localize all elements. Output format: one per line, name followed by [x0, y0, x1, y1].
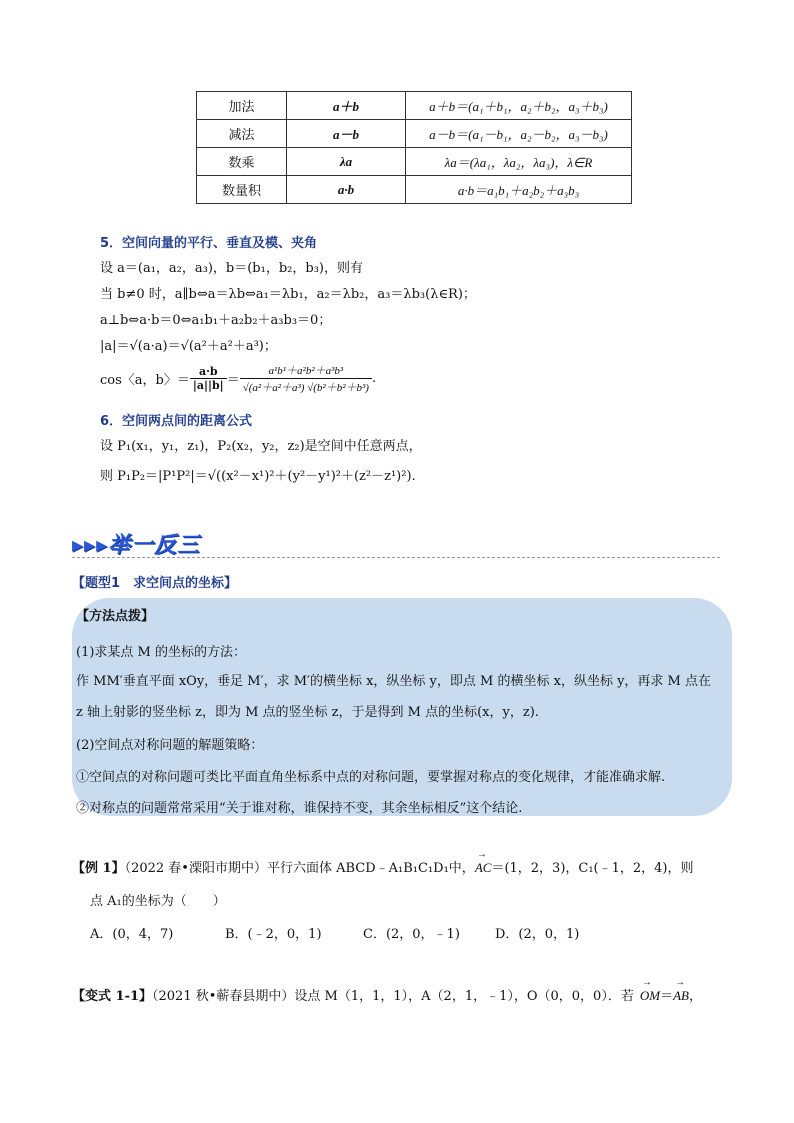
cos-fraction-2-num: a¹b¹＋a²b²＋a³b³ — [240, 362, 372, 379]
method-p3: z 轴上射影的竖坐标 z，即为 M 点的竖坐标 z，于是得到 M 点的坐标(x，y，z). — [76, 705, 539, 720]
vector-ac: → AC — [475, 860, 492, 876]
table-row — [197, 120, 632, 148]
cos-fraction-1 — [190, 365, 227, 392]
table-row — [197, 176, 632, 204]
example-1-question: 点 A₁的坐标为（ ） — [90, 894, 226, 909]
type-1-heading: 【题型1 求空间点的坐标】 — [72, 576, 238, 591]
table-row — [197, 92, 632, 120]
cosine-formula — [100, 362, 376, 395]
op-expr: a－b — [287, 120, 406, 148]
op-name: 数量积 — [197, 176, 287, 204]
op-name: 数乘 — [197, 148, 287, 176]
variant-label: 【变式 1-1】 — [72, 989, 153, 1004]
vector-operations-table — [196, 91, 632, 204]
option-d[interactable]: D．(2，0，1) — [495, 927, 580, 942]
cos-eq: ＝ — [226, 373, 240, 388]
example-1 — [72, 857, 694, 876]
op-name: 加法 — [197, 92, 287, 120]
op-name: 减法 — [197, 120, 287, 148]
cos-fraction-2 — [240, 362, 372, 395]
method-p2: 作 MM′垂直平面 xOy，垂足 M′，求 M′的横坐标 x，纵坐标 y，即点 M 的横坐标 x，纵坐标 y，再求 M 点在 — [76, 674, 711, 689]
example-1-rest: ＝(1，2，3)，C₁(﹣1，2，4)，则 — [491, 861, 694, 876]
practice-banner: ▸▸▸举一反三 — [72, 533, 201, 558]
op-expr: λa — [287, 148, 406, 176]
cos-prefix: cos〈a，b〉＝ — [100, 373, 190, 388]
variant-end: ， — [688, 989, 702, 1004]
section-5-line-4: |a|＝√(a·a)＝√(a²＋a²＋a³)； — [100, 339, 277, 354]
divider — [72, 557, 720, 558]
section-5-heading: 5．空间向量的平行、垂直及模、夹角 — [100, 236, 318, 251]
section-6-line-1: 设 P₁(x₁，y₁，z₁)，P₂(x₂，y₂，z₂)是空间中任意两点， — [100, 439, 422, 454]
option-c[interactable]: C．(2，0，﹣1) — [363, 927, 460, 942]
cos-fraction-2-den: √(a²＋a²＋a³) √(b²＋b²＋b³) — [242, 382, 369, 394]
section-5-line-1: 设 a＝(a₁，a₂，a₃)，b＝(b₁，b₂，b₃)，则有 — [100, 261, 363, 276]
variant-eq: ＝ — [660, 989, 674, 1004]
method-p6: ②对称点的问题常常采用“关于谁对称，谁保持不变，其余坐标相反”这个结论. — [76, 801, 523, 816]
op-expr: a＋b — [287, 92, 406, 120]
section-6-heading: 6．空间两点间的距离公式 — [100, 414, 253, 429]
op-formula: a·b＝a₁b₁＋a₂b₂＋a₃b₃ — [406, 176, 632, 204]
cos-end: . — [371, 371, 377, 386]
op-formula: a＋b＝(a₁＋b₁，a₂＋b₂，a₃＋b₃) — [406, 92, 632, 120]
variant-1-1 — [72, 985, 702, 1004]
section-5-line-2: 当 b≠0 时，a∥b⇔a＝λb⇔a₁＝λb₁，a₂＝λb₂，a₃＝λb₃(λ∈R)； — [100, 287, 476, 302]
cos-fraction-1-den: |a||b| — [192, 379, 224, 392]
op-formula: a－b＝(a₁－b₁，a₂－b₂，a₃－b₃) — [406, 120, 632, 148]
table-row — [197, 148, 632, 176]
example-1-label: 【例 1】 — [72, 861, 125, 876]
method-p1: (1)求某点 M 的坐标的方法： — [76, 645, 246, 660]
option-b[interactable]: B．(﹣2，0，1) — [225, 927, 322, 942]
section-6-line-2: 则 P₁P₂＝|P¹P²|＝√((x²－x¹)²＋(y²－y¹)²＋(z²－z¹)²). — [100, 469, 416, 484]
vector-om: → OM — [640, 988, 660, 1004]
method-p5: ①空间点的对称问题可类比平面直角坐标系中点的对称问题，要掌握对称点的变化规律，才能准确求解. — [76, 770, 666, 785]
method-p4: (2)空间点对称问题的解题策略： — [76, 738, 264, 753]
op-formula: λa＝(λa₁，λa₂，λa₃)，λ∈R — [406, 148, 632, 176]
cos-fraction-1-num: a·b — [190, 365, 227, 379]
vector-ab: → AB — [673, 988, 689, 1004]
op-expr: a·b — [287, 176, 406, 204]
variant-text: （2021 秋•蕲春县期中）设点 M（1，1，1），A（2，1，﹣1），O（0，0，0）．若 — [152, 989, 634, 1004]
section-5-line-3: a⊥b⇔a·b＝0⇔a₁b₁＋a₂b₂＋a₃b₃＝0； — [100, 313, 332, 328]
option-a[interactable]: A．(0，4，7) — [90, 927, 174, 942]
method-title: 【方法点拨】 — [76, 609, 155, 624]
example-1-text: （2022 春•溧阳市期中）平行六面体 ABCD﹣A₁B₁C₁D₁中， — [124, 861, 475, 876]
